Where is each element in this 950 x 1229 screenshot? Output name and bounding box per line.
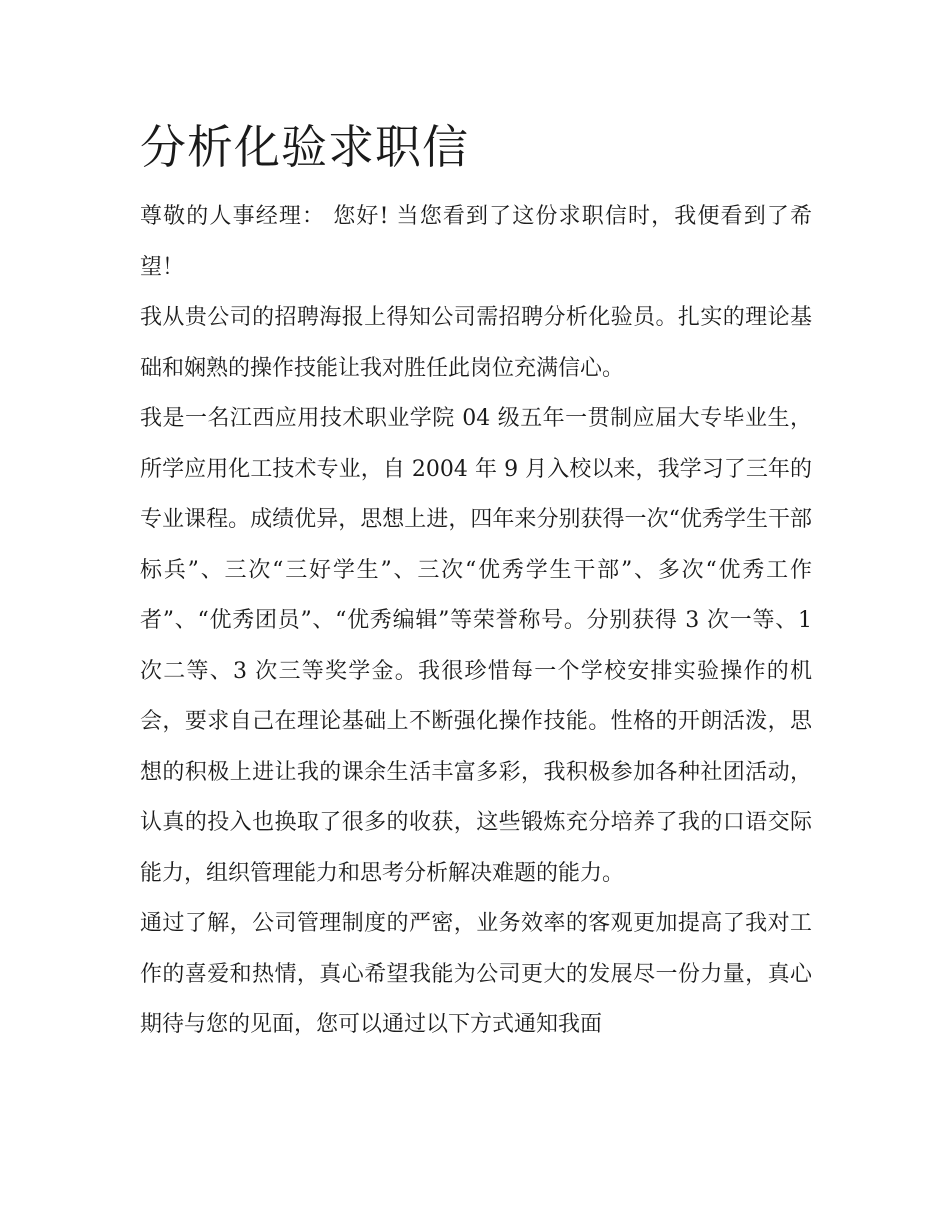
document-page: [140, 112, 812, 1051]
document-title: 分析化验求职信: [140, 120, 469, 174]
paragraph-greeting: 尊敬的人事经理： 您好! 当您看到了这份求职信时，我便看到了希望！: [140, 204, 812, 280]
paragraph-intro: 我从贵公司的招聘海报上得知公司需招聘分析化验员。扎实的理论基础和娴熟的操作技能让我对胜任此岗位充满信心。: [140, 305, 812, 381]
paragraph-background: 我是一名江西应用技术职业学院 04 级五年一贯制应届大专毕业生，所学应用化工技术专业，自 2004 年 9 月入校以来，我学习了三年的专业课程。成绩优异，思想上进，四年来分别获得一次“优秀学生干部标兵”、三次“三好学生”、三次“优秀学生干部”、多次“优秀工作者”、“优秀团员”、“优秀编辑”等荣誉称号。分别获得 3 次一等、1 次二等、3 次三等奖学金。我很珍惜每一个学校安排实验操作的机会，要求自己在理论基础上不断强化操作技能。性格的开朗活泼，思想的积极上进让我的课余生活丰富多彩，我积极参加各种社团活动，认真的投入也换取了很多的收获，这些锻炼充分培养了我的口语交际能力，组织管理能力和思考分析解决难题的能力。: [140, 406, 812, 886]
paragraph-closing: 通过了解，公司管理制度的严密，业务效率的客观更加提高了我对工作的喜爱和热情，真心希望我能为公司更大的发展尽一份力量，真心期待与您的见面，您可以通过以下方式通知我面: [140, 911, 812, 1037]
